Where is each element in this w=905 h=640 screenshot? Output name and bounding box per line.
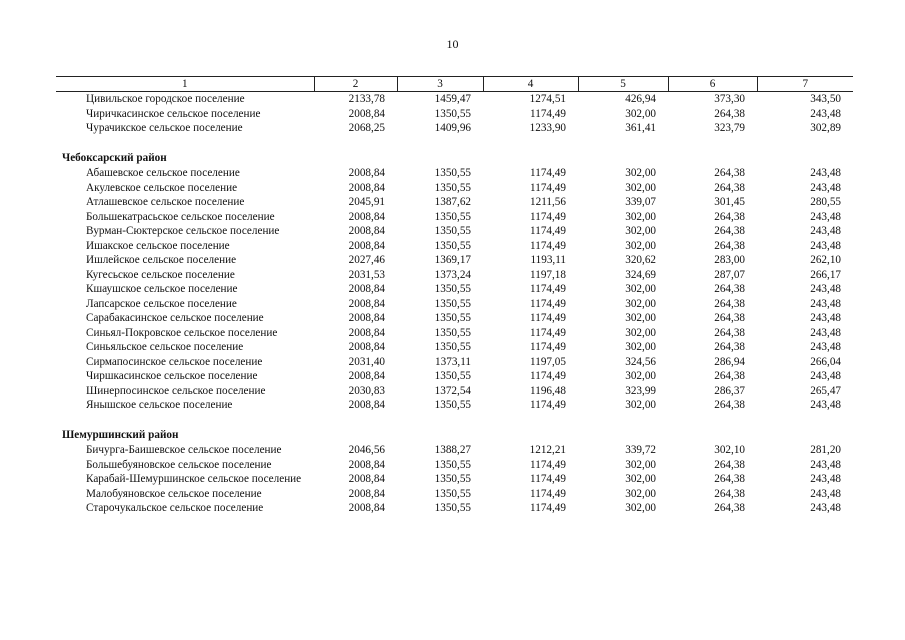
table-cell-value: 302,00 xyxy=(625,473,656,485)
settlement-name: Чурачикское сельское поселение xyxy=(86,122,243,134)
table-cell-value: 1174,49 xyxy=(530,487,566,500)
table-cell-value: 324,56 xyxy=(625,355,656,368)
table-cell-value: 302,00 xyxy=(625,283,656,295)
table-cell-value: 2008,84 xyxy=(348,239,385,252)
table-cell-value: 243,48 xyxy=(810,487,841,500)
table-cell-value: 264,38 xyxy=(714,107,745,120)
table-cell-value: 302,00 xyxy=(625,297,656,310)
table-cell-value: 2008,84 xyxy=(348,370,385,382)
settlement-name: Сирмапосинское сельское поселение xyxy=(86,355,263,368)
table-cell-value: 283,00 xyxy=(714,254,745,266)
table-row xyxy=(56,443,853,458)
settlement-name: Малобуяновское сельское поселение xyxy=(86,487,262,500)
table-cell-value: 1211,56 xyxy=(530,196,566,208)
table-cell-value: 264,38 xyxy=(714,210,745,223)
table-header xyxy=(56,77,853,92)
table-cell-value: 1197,05 xyxy=(530,355,566,368)
table-cell-value: 1174,49 xyxy=(530,210,566,223)
table-cell-value: 1350,55 xyxy=(434,458,471,471)
table-cell-value: 1350,55 xyxy=(434,167,471,179)
table-cell-value: 1174,49 xyxy=(530,399,566,411)
table-cell-value: 2008,84 xyxy=(348,283,385,295)
table-cell-value: 302,00 xyxy=(625,225,656,237)
table-row xyxy=(56,268,853,283)
table-cell-value: 2008,84 xyxy=(348,399,385,411)
table-cell-value: 286,37 xyxy=(714,384,745,397)
table-cell-value: 1350,55 xyxy=(434,399,471,411)
table-cell-value: 243,48 xyxy=(810,283,841,295)
settlement-name: Старочукальское сельское поселение xyxy=(86,502,264,514)
table-cell-value: 302,00 xyxy=(625,487,656,500)
table-row xyxy=(56,297,853,312)
table-cell-value: 1350,55 xyxy=(434,487,471,500)
table-cell-value: 243,48 xyxy=(810,458,841,471)
settlement-name: Кугесьское сельское поселение xyxy=(86,268,235,281)
table-row xyxy=(56,340,853,355)
table-cell-value: 243,48 xyxy=(810,502,841,514)
table-cell-value: 2068,25 xyxy=(348,122,385,134)
table-cell-value: 2008,84 xyxy=(348,297,385,310)
table-cell-value: 2008,84 xyxy=(348,341,385,353)
table-row xyxy=(56,384,853,399)
table-cell-value: 1174,49 xyxy=(530,502,566,514)
table-row xyxy=(56,181,853,196)
table-cell-value: 1350,55 xyxy=(434,297,471,310)
settlement-name: Кшаушское сельское поселение xyxy=(86,283,238,295)
settlement-name: Большекатрасьское сельское поселение xyxy=(86,210,275,223)
table-cell-value: 1174,49 xyxy=(530,239,566,252)
table-cell-value: 1174,49 xyxy=(530,370,566,382)
settlement-name: Атлашевское сельское поселение xyxy=(86,196,245,208)
table-cell-value: 302,10 xyxy=(714,444,745,456)
table-cell-value: 2030,83 xyxy=(348,384,385,397)
table-row xyxy=(56,326,853,341)
table-cell-value: 264,38 xyxy=(714,341,745,353)
table-cell-value: 1174,49 xyxy=(530,167,566,179)
table-cell-value: 373,30 xyxy=(714,93,745,105)
table-cell-value: 243,48 xyxy=(810,473,841,485)
table-cell-value: 1350,55 xyxy=(434,473,471,485)
table-cell-value: 2008,84 xyxy=(348,225,385,237)
table-cell-value: 280,55 xyxy=(810,196,841,208)
settlement-name: Цивильское городское поселение xyxy=(86,93,245,105)
table-cell-value: 426,94 xyxy=(625,93,656,105)
table-cell-value: 264,38 xyxy=(714,326,745,339)
table-cell-value: 323,99 xyxy=(625,384,656,397)
table-cell-value: 243,48 xyxy=(810,399,841,411)
table-cell-value: 2045,91 xyxy=(348,196,385,208)
table-row xyxy=(56,210,853,225)
settlement-name: Синьял-Покровское сельское поселение xyxy=(86,326,278,339)
column-header: 3 xyxy=(397,77,483,92)
table-cell-value: 1174,49 xyxy=(530,326,566,339)
settlement-name: Большебуяновское сельское поселение xyxy=(86,458,272,471)
settlement-name: Синьяльское сельское поселение xyxy=(86,341,244,353)
table-cell-value: 2046,56 xyxy=(348,444,385,456)
table-cell-value: 243,48 xyxy=(810,341,841,353)
table-cell-value: 264,38 xyxy=(714,283,745,295)
column-header: 7 xyxy=(757,77,853,92)
table-cell-value: 1350,55 xyxy=(434,370,471,382)
table-cell-value: 264,38 xyxy=(714,487,745,500)
table-cell-value: 1233,90 xyxy=(529,122,566,134)
table-cell-value: 1409,96 xyxy=(434,122,471,134)
table-cell-value: 264,38 xyxy=(714,370,745,382)
table-cell-value: 1350,55 xyxy=(434,107,471,120)
table-cell-value: 1350,55 xyxy=(434,239,471,252)
table-cell-value: 266,17 xyxy=(810,268,841,281)
table-cell-value: 324,69 xyxy=(625,268,656,281)
table-cell-value: 1373,24 xyxy=(434,268,471,281)
table-cell-value: 1274,51 xyxy=(529,93,566,105)
tariff-table xyxy=(56,76,853,516)
settlement-name: Бичурга-Баишевское сельское поселение xyxy=(86,444,282,456)
table-cell-value: 1369,17 xyxy=(434,254,471,266)
table-cell-value: 264,38 xyxy=(714,473,745,485)
table-cell-value: 1459,47 xyxy=(434,93,471,105)
table-cell-value: 2133,78 xyxy=(348,93,385,105)
table-cell-value: 1174,49 xyxy=(530,312,566,324)
table-cell-value: 2008,84 xyxy=(348,312,385,324)
table-cell-value: 2008,84 xyxy=(348,107,385,120)
section-heading: Шемуршинский район xyxy=(62,428,179,441)
table-cell-value: 1174,49 xyxy=(530,283,566,295)
settlement-name: Чиричкасинское сельское поселение xyxy=(86,107,261,120)
table-row xyxy=(56,472,853,487)
table-cell-value: 339,07 xyxy=(625,196,656,208)
table-cell-value: 264,38 xyxy=(714,297,745,310)
table-cell-value: 2031,53 xyxy=(348,268,385,281)
table-cell-value: 1174,49 xyxy=(530,473,566,485)
table-cell-value: 1197,18 xyxy=(530,268,566,281)
settlement-name: Янышское сельское поселение xyxy=(86,399,233,411)
table-cell-value: 243,48 xyxy=(810,225,841,237)
table-cell-value: 302,00 xyxy=(625,502,656,514)
table-cell-value: 1174,49 xyxy=(530,341,566,353)
table-cell-value: 243,48 xyxy=(810,239,841,252)
table-cell-value: 1387,62 xyxy=(434,196,471,208)
table-cell-value: 2027,46 xyxy=(348,254,385,266)
table-row xyxy=(56,282,853,297)
table-cell-value: 264,38 xyxy=(714,239,745,252)
table-cell-value: 1350,55 xyxy=(434,210,471,223)
table-cell-value: 1350,55 xyxy=(434,326,471,339)
table-row xyxy=(56,92,853,107)
settlement-name: Шинерпосинское сельское поселение xyxy=(86,384,266,397)
table-cell-value: 243,48 xyxy=(810,326,841,339)
table-cell-value: 264,38 xyxy=(714,312,745,324)
column-number-row xyxy=(56,77,853,92)
table-cell-value: 361,41 xyxy=(625,122,656,134)
table-cell-value: 1174,49 xyxy=(530,225,566,237)
settlement-name: Вурман-Сюктерское сельское поселение xyxy=(86,225,280,237)
table-cell-value: 264,38 xyxy=(714,502,745,514)
settlement-name: Акулевское сельское поселение xyxy=(86,181,238,194)
table-cell-value: 302,00 xyxy=(625,312,656,324)
table-cell-value: 1350,55 xyxy=(434,225,471,237)
table-cell-value: 266,04 xyxy=(810,355,841,368)
table-cell-value: 302,00 xyxy=(625,167,656,179)
table-cell-value: 2008,84 xyxy=(348,502,385,514)
column-header: 5 xyxy=(578,77,668,92)
table-cell-value: 2008,84 xyxy=(348,167,385,179)
table-cell-value: 302,00 xyxy=(625,458,656,471)
table-cell-value: 1193,11 xyxy=(530,254,566,266)
table-row xyxy=(56,398,853,413)
table-cell-value: 243,48 xyxy=(810,181,841,194)
table-cell-value: 1372,54 xyxy=(434,384,471,397)
table-row xyxy=(56,239,853,254)
table-row xyxy=(56,166,853,181)
table-row xyxy=(56,355,853,370)
section-heading-row xyxy=(56,136,853,167)
table-cell-value: 264,38 xyxy=(714,181,745,194)
table-cell-value: 1196,48 xyxy=(530,384,566,397)
table-cell-value: 302,00 xyxy=(625,326,656,339)
column-header: 2 xyxy=(314,77,397,92)
column-header: 6 xyxy=(668,77,757,92)
table-cell-value: 2008,84 xyxy=(348,326,385,339)
table-cell-value: 1174,49 xyxy=(530,297,566,310)
table-cell-value: 301,45 xyxy=(714,196,745,208)
page-number: 10 xyxy=(446,37,459,51)
table-cell-value: 264,38 xyxy=(714,399,745,411)
settlement-name: Карабай-Шемуршинское сельское поселение xyxy=(86,473,302,485)
table-cell-value: 243,48 xyxy=(810,210,841,223)
table-cell-value: 339,72 xyxy=(625,444,656,456)
table-cell-value: 1350,55 xyxy=(434,283,471,295)
settlement-name: Лапсарское сельское поселение xyxy=(86,297,237,310)
table-cell-value: 302,00 xyxy=(625,239,656,252)
table-cell-value: 243,48 xyxy=(810,312,841,324)
settlement-name: Чиршкасинское сельское поселение xyxy=(86,370,258,382)
table-cell-value: 1350,55 xyxy=(434,502,471,514)
table-cell-value: 287,07 xyxy=(714,268,745,281)
table-cell-value: 302,89 xyxy=(810,122,841,134)
table-cell-value: 1388,27 xyxy=(434,444,471,456)
table-cell-value: 1174,49 xyxy=(530,458,566,471)
table-cell-value: 320,62 xyxy=(625,254,656,266)
table-row xyxy=(56,369,853,384)
table-cell-value: 243,48 xyxy=(810,107,841,120)
table-row xyxy=(56,107,853,122)
table-cell-value: 243,48 xyxy=(810,370,841,382)
table-cell-value: 1174,49 xyxy=(530,107,566,120)
column-header: 1 xyxy=(56,77,314,92)
table-cell-value: 281,20 xyxy=(810,444,841,456)
table-row xyxy=(56,253,853,268)
section-heading-row xyxy=(56,413,853,444)
table-row xyxy=(56,501,853,516)
table-cell-value: 1212,21 xyxy=(529,444,566,456)
table-cell-value: 2008,84 xyxy=(348,487,385,500)
table-cell-value: 286,94 xyxy=(714,355,745,368)
settlement-name: Ишлейское сельское поселение xyxy=(86,254,237,266)
table-cell-value: 1174,49 xyxy=(530,181,566,194)
table-cell-value: 1350,55 xyxy=(434,312,471,324)
table-cell-value: 302,00 xyxy=(625,399,656,411)
table-cell-value: 262,10 xyxy=(810,254,841,266)
table-row xyxy=(56,195,853,210)
table-cell-value: 243,48 xyxy=(810,297,841,310)
table-cell-value: 302,00 xyxy=(625,210,656,223)
settlement-name: Сарабакасинское сельское поселение xyxy=(86,312,264,324)
table-cell-value: 264,38 xyxy=(714,167,745,179)
table-cell-value: 2008,84 xyxy=(348,210,385,223)
table-row xyxy=(56,311,853,326)
settlement-name: Абашевское сельское поселение xyxy=(86,167,240,179)
settlement-name: Ишакское сельское поселение xyxy=(86,239,230,252)
table-cell-value: 302,00 xyxy=(625,341,656,353)
table-cell-value: 264,38 xyxy=(714,225,745,237)
table-cell-value: 265,47 xyxy=(810,384,841,397)
column-header: 4 xyxy=(483,77,578,92)
table-cell-value: 302,00 xyxy=(625,181,656,194)
table-row xyxy=(56,224,853,239)
table-row xyxy=(56,487,853,502)
table-cell-value: 243,48 xyxy=(810,167,841,179)
table-cell-value: 264,38 xyxy=(714,458,745,471)
table-cell-value: 323,79 xyxy=(714,122,745,134)
table-cell-value: 302,00 xyxy=(625,370,656,382)
section-heading: Чебоксарский район xyxy=(62,151,167,164)
table-cell-value: 2008,84 xyxy=(348,458,385,471)
table-cell-value: 1373,11 xyxy=(435,355,471,368)
table-cell-value: 2008,84 xyxy=(348,181,385,194)
table-cell-value: 1350,55 xyxy=(434,181,471,194)
table-cell-value: 302,00 xyxy=(625,107,656,120)
table-cell-value: 343,50 xyxy=(810,93,841,105)
table-cell-value: 2031,40 xyxy=(348,355,385,368)
table-row xyxy=(56,121,853,136)
table-body xyxy=(56,92,853,516)
table-row xyxy=(56,458,853,473)
table-cell-value: 2008,84 xyxy=(348,473,385,485)
table-cell-value: 1350,55 xyxy=(434,341,471,353)
